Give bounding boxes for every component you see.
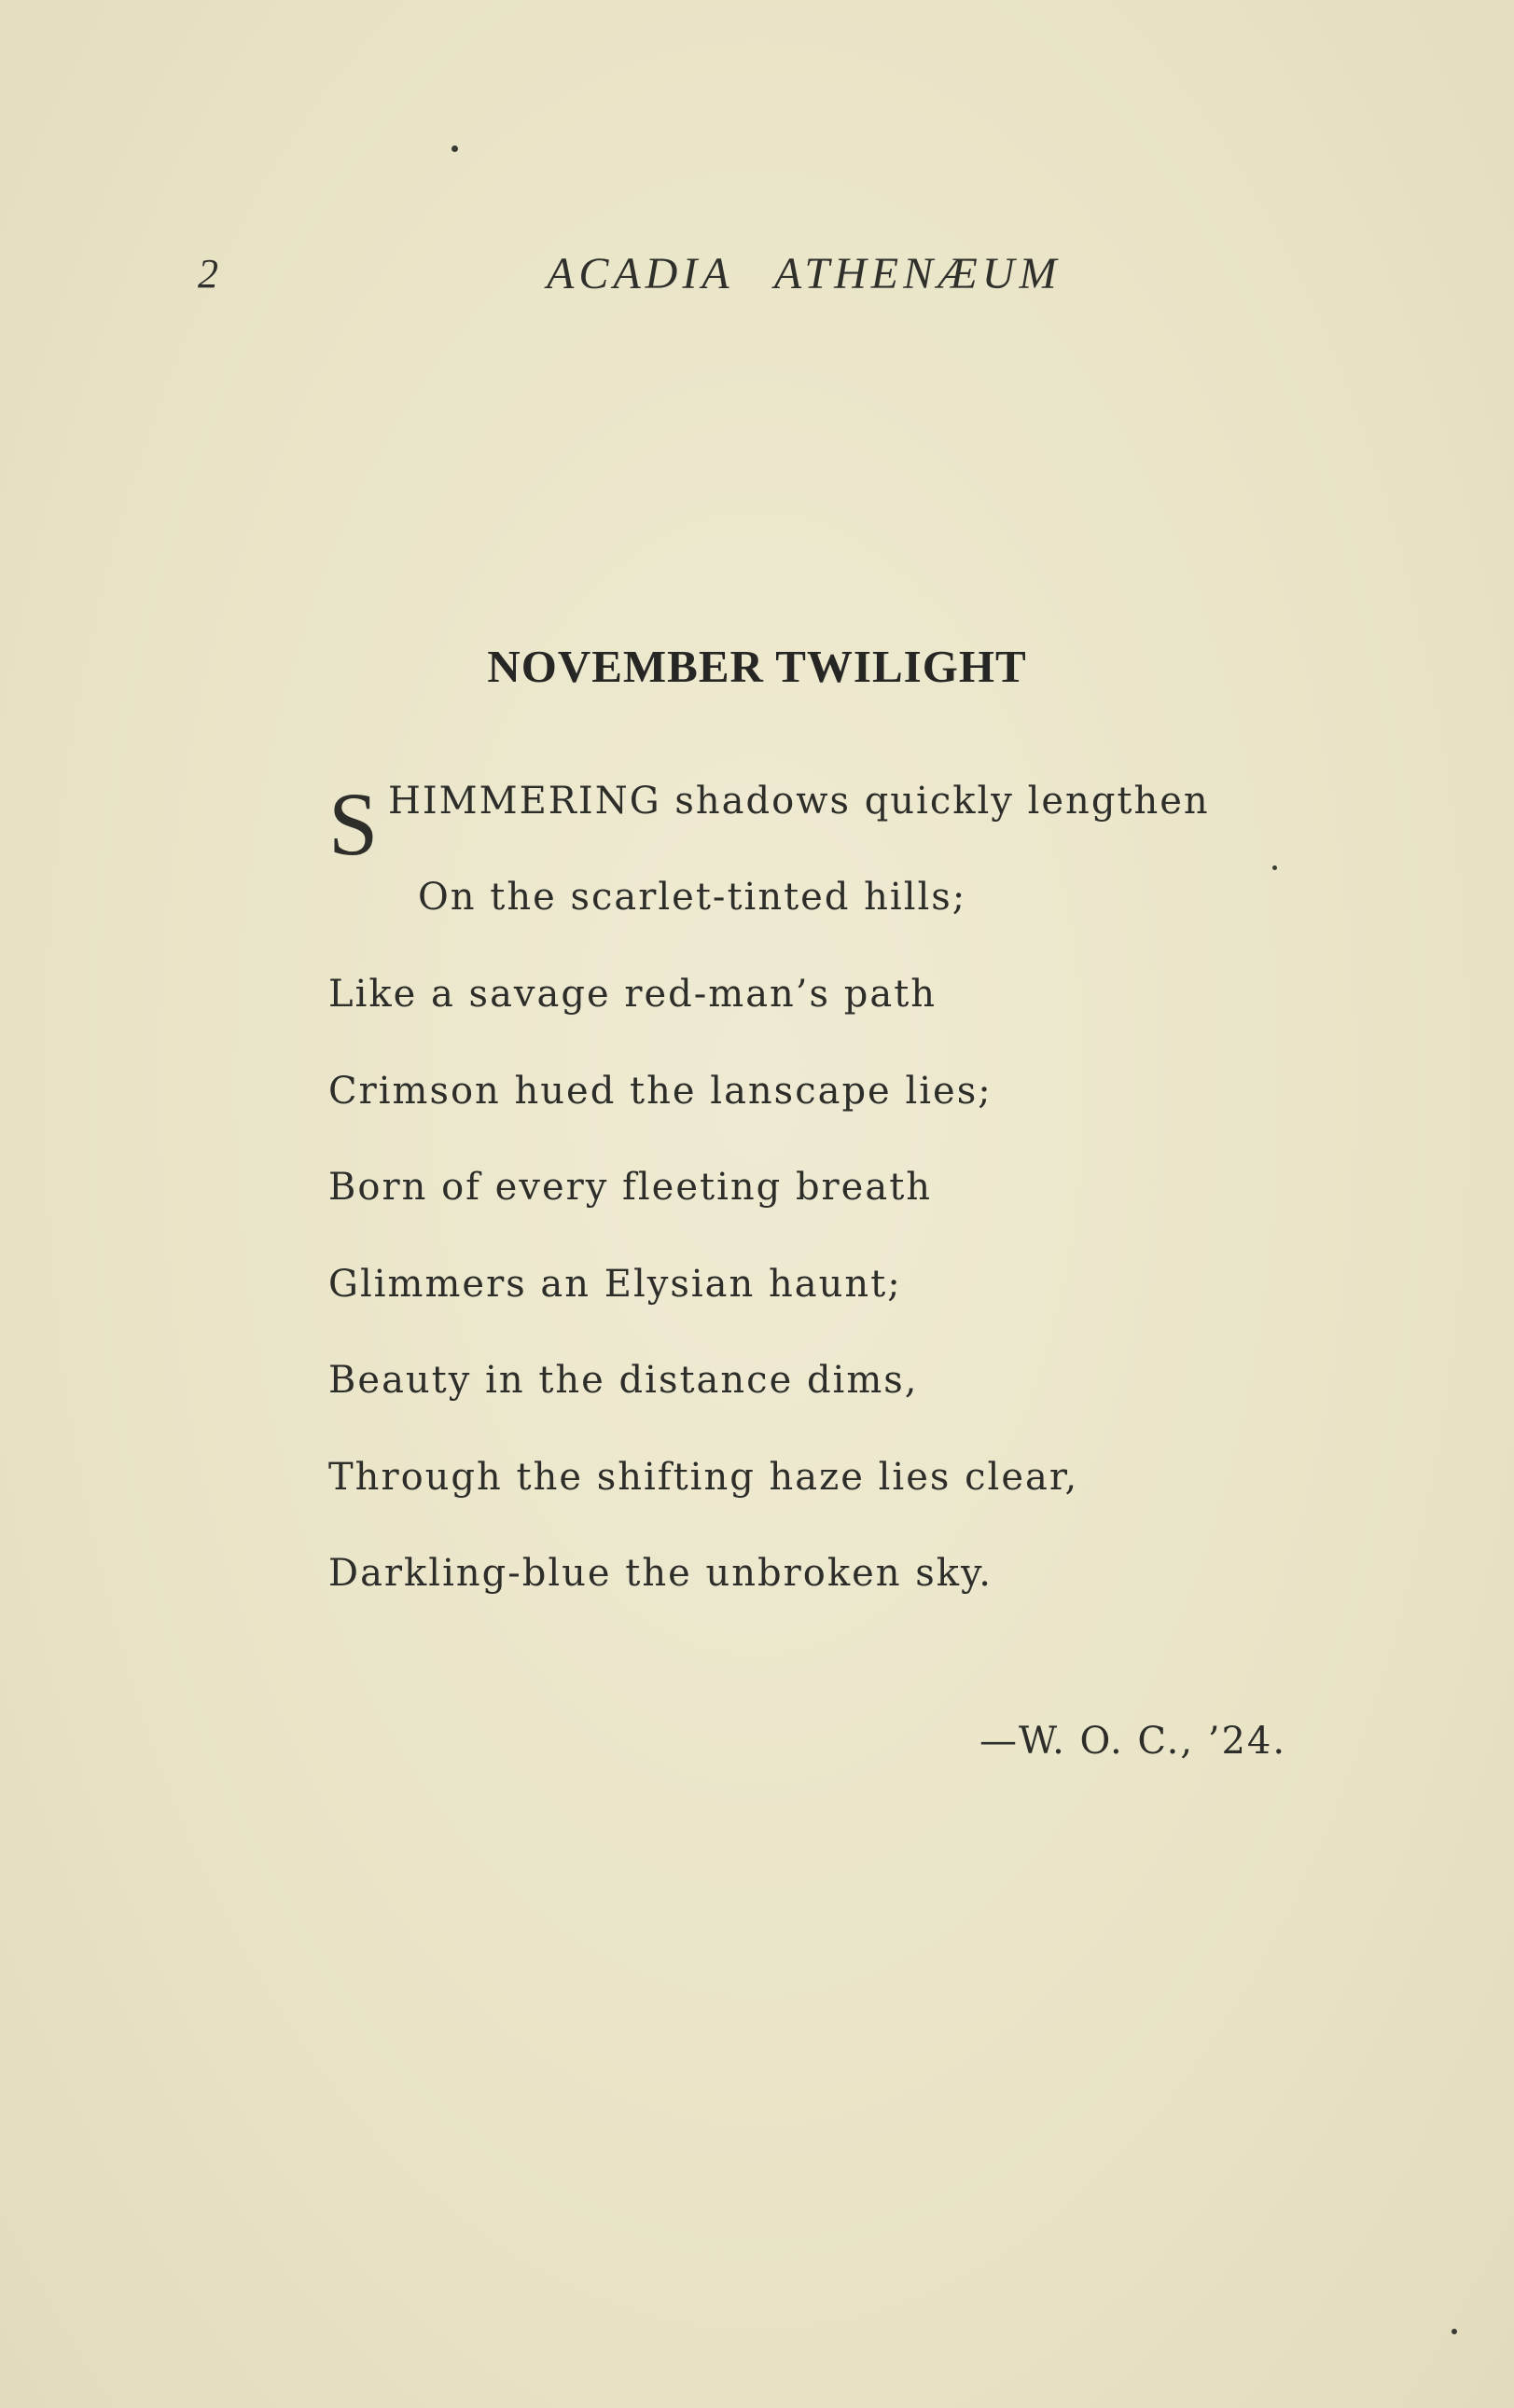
poem-line: On the scarlet-tinted hills; bbox=[418, 876, 967, 919]
author-signature: —W. O. C., ’24. bbox=[979, 1720, 1287, 1763]
ink-speck bbox=[1272, 865, 1277, 870]
first-line-text: HIMMERING shadows quickly lengthen bbox=[388, 780, 1210, 823]
ink-speck bbox=[451, 145, 458, 152]
poem-line: Beauty in the distance dims, bbox=[328, 1359, 919, 1402]
poem-title: NOVEMBER TWILIGHT bbox=[487, 641, 1027, 692]
ink-speck bbox=[1451, 2329, 1457, 2334]
page-number: 2 bbox=[198, 251, 218, 297]
drop-cap: S bbox=[328, 774, 379, 874]
poem-line: Crimson hued the lanscape lies; bbox=[328, 1070, 993, 1113]
poem-line: Born of every fleeting breath bbox=[328, 1166, 933, 1209]
poem-line: Glimmers an Elysian haunt; bbox=[328, 1263, 902, 1306]
running-head: ACADIA ATHENÆUM bbox=[547, 249, 1062, 298]
poem-line: Darkling-blue the unbroken sky. bbox=[328, 1552, 993, 1595]
poem-line: Like a savage red-man’s path bbox=[328, 973, 938, 1016]
poem-line: Through the shifting haze lies clear, bbox=[328, 1456, 1079, 1499]
